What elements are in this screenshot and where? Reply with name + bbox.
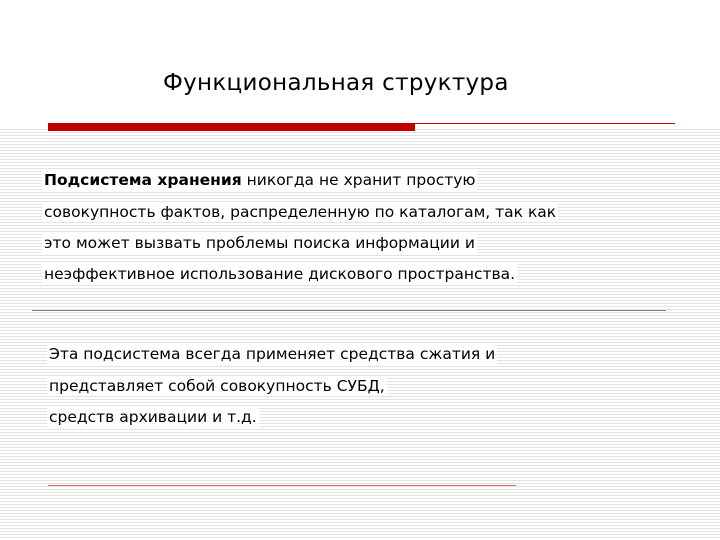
paragraph1-line3: это может вызвать проблемы поиска информации и — [44, 234, 475, 252]
paragraph1-line4: неэффективное использование дискового пространства. — [44, 265, 516, 283]
paragraph2-line2: представляет собой совокупность СУБД, — [49, 377, 385, 395]
paragraph1-line2: совокупность фактов, распределенную по каталогам, так как — [44, 203, 557, 221]
section-divider — [32, 310, 666, 311]
paragraph2-line1: Эта подсистема всегда применяет средства сжатия и — [49, 345, 496, 363]
paragraph1-line1 — [42, 170, 477, 190]
paragraph1-bold-lead: Подсистема хранения — [44, 171, 242, 189]
footer-divider — [48, 485, 516, 486]
slide-title: Функциональная структура — [163, 70, 509, 96]
paragraph1-line1-rest: никогда не хранит простую — [241, 171, 476, 189]
paragraph2-line3: средств архивации и т.д. — [49, 408, 257, 426]
